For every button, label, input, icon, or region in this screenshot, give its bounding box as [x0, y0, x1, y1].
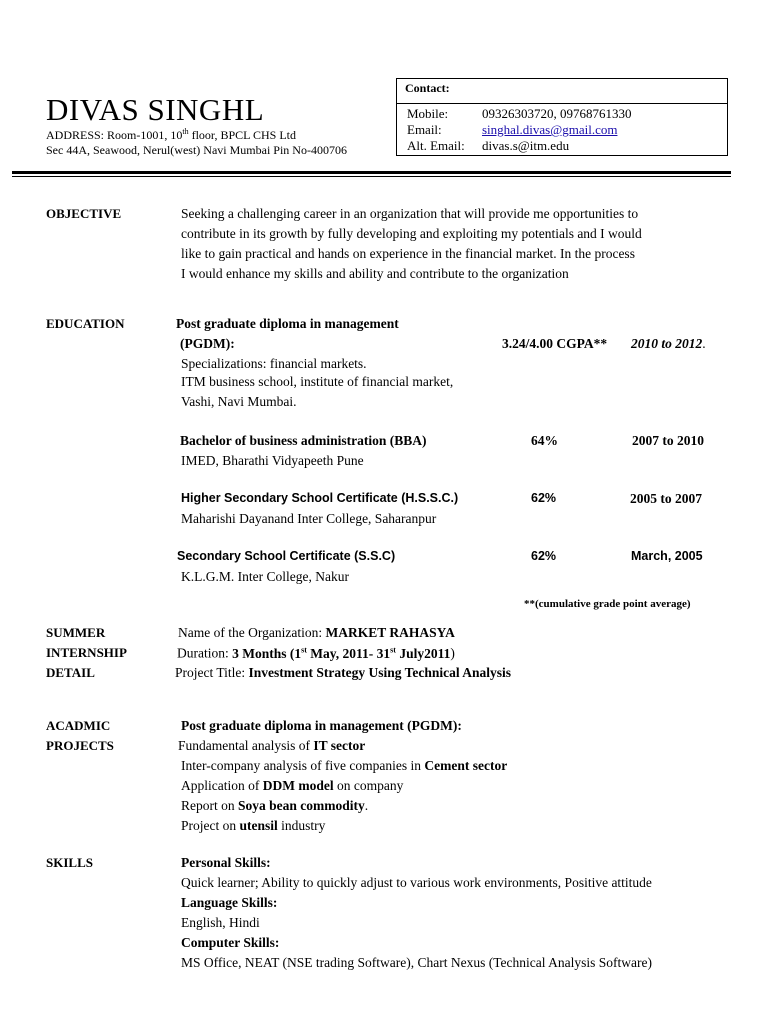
cgpa-footnote: **(cumulative grade point average) [524, 598, 691, 610]
pgdm-period: 2010 to 2012. [631, 336, 706, 351]
personal-skills-heading: Personal Skills: [181, 855, 271, 870]
pgdm-score: 3.24/4.00 CGPA** [502, 336, 608, 351]
hsc-period: 2005 to 2007 [630, 491, 702, 506]
projects-label-2: PROJECTS [46, 738, 114, 753]
candidate-name: DIVAS SINGHL [46, 92, 265, 127]
skills-label: SKILLS [46, 855, 93, 870]
contact-heading: Contact: [405, 81, 450, 95]
mobile-value: 09326303720, 09768761330 [482, 106, 632, 121]
objective-line-2: contribute in its growth by fully developing and exploiting my potentials and I would [181, 226, 642, 241]
internship-label-2: INTERNSHIP [46, 645, 127, 660]
objective-label: OBJECTIVE [46, 206, 122, 221]
project-item-2: Inter-company analysis of five companies in Cement sector [181, 758, 508, 773]
bba-institution: IMED, Bharathi Vidyapeeth Pune [181, 453, 364, 468]
computer-skills-value: MS Office, NEAT (NSE trading Software), Chart Nexus (Technical Analysis Software) [181, 955, 652, 970]
bba-period: 2007 to 2010 [632, 433, 704, 448]
computer-skills-heading: Computer Skills: [181, 935, 280, 950]
email-label: Email: [407, 122, 442, 137]
internship-label-1: SUMMER [46, 625, 106, 640]
education-label: EDUCATION [46, 316, 125, 331]
projects-heading: Post graduate diploma in management (PGDM): [181, 718, 462, 733]
pgdm-title-line-1: Post graduate diploma in management [176, 316, 399, 331]
pgdm-detail-3: Vashi, Navi Mumbai. [181, 394, 297, 409]
objective-line-3: like to gain practical and hands on experience in the financial market. In the process [181, 246, 635, 261]
ssc-title: Secondary School Certificate (S.S.C) [177, 549, 396, 563]
language-skills-value: English, Hindi [181, 915, 260, 930]
mobile-label: Mobile: [407, 106, 449, 121]
project-item-3: Application of DDM model on company [181, 778, 404, 793]
ssc-institution: K.L.G.M. Inter College, Nakur [181, 569, 349, 584]
ssc-period: March, 2005 [631, 549, 703, 563]
internship-project: Project Title: Investment Strategy Using Technical Analysis [175, 665, 512, 680]
internship-duration: Duration: 3 Months (1st May, 2011- 31st July2011) [177, 645, 455, 661]
hsc-institution: Maharishi Dayanand Inter College, Saharanpur [181, 511, 437, 526]
project-item-5: Project on utensil industry [181, 818, 326, 833]
internship-label-3: DETAIL [46, 665, 95, 680]
pgdm-title-line-2: (PGDM): [180, 336, 235, 351]
alt-email-value: divas.s@itm.edu [482, 138, 570, 153]
personal-skills-value: Quick learner; Ability to quickly adjust to various work environments, Positive attitude [181, 875, 652, 890]
hsc-title: Higher Secondary School Certificate (H.S.S.C.) [181, 491, 459, 505]
address-line-1: ADDRESS: Room-1001, 10th floor, BPCL CHS Ltd [46, 127, 297, 142]
header-divider-thick [12, 171, 731, 174]
projects-label-1: ACADMIC [46, 718, 111, 733]
bba-score: 64% [531, 433, 558, 448]
objective-line-1: Seeking a challenging career in an organization that will provide me opportunities to [181, 206, 639, 221]
language-skills-heading: Language Skills: [181, 895, 278, 910]
bba-title: Bachelor of business administration (BBA) [180, 433, 427, 448]
project-item-1: Fundamental analysis of IT sector [178, 738, 366, 753]
project-item-4: Report on Soya bean commodity. [181, 798, 369, 813]
pgdm-detail-1: Specializations: financial markets. [181, 356, 367, 371]
header-divider-thin [12, 176, 731, 177]
pgdm-detail-2: ITM business school, institute of financial market, [181, 374, 454, 389]
internship-organization: Name of the Organization: MARKET RAHASYA [178, 625, 455, 640]
contact-box [396, 78, 728, 156]
hsc-score: 62% [531, 491, 557, 505]
alt-email-label: Alt. Email: [407, 138, 465, 153]
objective-line-4: I would enhance my skills and ability and contribute to the organization [181, 266, 569, 281]
email-link[interactable]: singhal.divas@gmail.com [482, 122, 618, 137]
address-line-2: Sec 44A, Seawood, Nerul(west) Navi Mumbai Pin No-400706 [46, 143, 347, 157]
contact-header [397, 79, 727, 104]
ssc-score: 62% [531, 549, 557, 563]
